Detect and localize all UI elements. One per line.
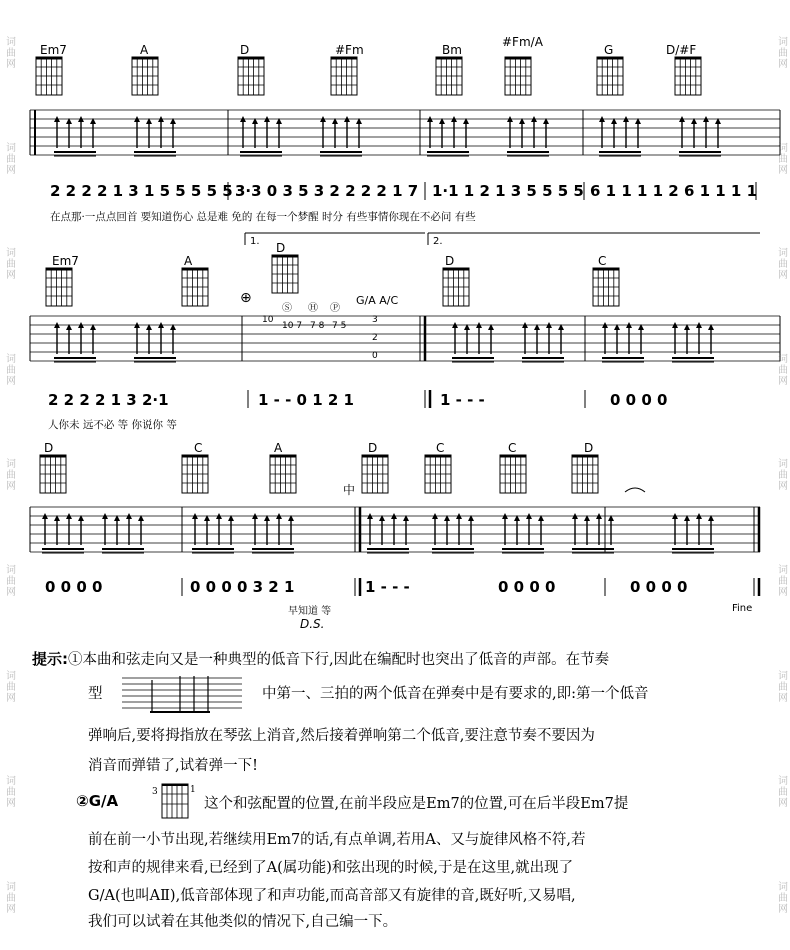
watermark-text: 词曲网 bbox=[3, 564, 15, 597]
watermark-text: 词曲网 bbox=[775, 775, 787, 809]
hint-line: 前在前一小节出现,若继续用Em7的话,有点单调,若用A、又与旋律风格不符,若 bbox=[88, 832, 586, 848]
chord-name: D bbox=[240, 43, 250, 57]
jianpu-measure: 0 0 0 0 bbox=[498, 578, 556, 596]
tab-number: 3 bbox=[372, 315, 378, 325]
tab-number: 7 5 bbox=[332, 321, 347, 331]
chord-name: Bm bbox=[442, 43, 462, 57]
chord-name: D bbox=[44, 441, 54, 455]
hint-line: 型 bbox=[88, 686, 103, 702]
volta-1: 1. bbox=[250, 236, 260, 247]
jianpu-measure: 0 0 0 0 bbox=[610, 391, 668, 409]
watermark-text: 词曲网 bbox=[3, 247, 15, 281]
chord-name: C bbox=[194, 441, 203, 455]
pull-mark: Ⓟ bbox=[330, 303, 340, 314]
lyrics-line: 在点那·一点点回首 要知道伤心 总是难 免的 在每一个梦醒 时分 有些事情你现在不必问 有些 bbox=[50, 211, 476, 223]
jianpu-measure: 2 2 2 2 1 3 2·1 bbox=[48, 391, 169, 409]
hint-line: 中第一、三拍的两个低音在弹奏中是有要求的,即:第一个低音 bbox=[262, 686, 649, 702]
hint-line: ①本曲和弦走向又是一种典型的低音下行,因此在编配时也突出了低音的声部。在节奏 bbox=[68, 652, 610, 668]
chord-name: D bbox=[445, 254, 455, 268]
chord-name: Em7 bbox=[52, 254, 79, 268]
jianpu-measure: 6 1 1 1 1 2 6 1 1 1 1 bbox=[590, 182, 758, 200]
volta-2: 2. bbox=[433, 236, 443, 247]
svg-text:1: 1 bbox=[190, 785, 196, 795]
watermark-text: 词曲网 bbox=[3, 775, 15, 809]
jianpu-measure: 1 - - 0 1 2 1 bbox=[258, 391, 354, 409]
tab-staff-3 bbox=[30, 507, 760, 552]
hint-section bbox=[0, 640, 790, 950]
watermark-text: 词曲网 bbox=[775, 36, 787, 70]
chord-name: D bbox=[584, 441, 594, 455]
hint-line: 这个和弦配置的位置,在前半段应是Em7的位置,可在后半段Em7提 bbox=[204, 796, 629, 812]
chord-name: A bbox=[184, 254, 193, 268]
system-3 bbox=[30, 441, 760, 631]
watermark-text: 词曲网 bbox=[775, 669, 787, 703]
hint-line: 弹响后,要将拇指放在琴弦上消音,然后接着弹响第二个低音,要注意节奏不要因为 bbox=[88, 728, 595, 744]
system-2 bbox=[30, 233, 780, 431]
chord-name: Em7 bbox=[40, 43, 67, 57]
watermark-text: 词曲网 bbox=[3, 669, 15, 703]
system-1 bbox=[30, 35, 780, 223]
hint-line: 消音而弹错了,试着弹一下! bbox=[88, 758, 258, 774]
watermark-text: 词曲网 bbox=[775, 458, 787, 492]
ga-chord-diagram bbox=[150, 780, 206, 822]
jianpu-measure: 1·1 1 2 1 3 5 5 5 5 bbox=[432, 182, 584, 200]
hammer-mark: Ⓗ bbox=[308, 303, 318, 314]
hint-label: 提示: bbox=[32, 650, 68, 668]
hint-line: 按和声的规律来看,已经到了A(属功能)和弦出现的时候,于是在这里,就出现了 bbox=[88, 860, 574, 876]
chord-name: D bbox=[368, 441, 378, 455]
hint-line: ②G/A bbox=[76, 792, 119, 810]
watermark-text: 词曲网 bbox=[775, 880, 787, 914]
tab-number: 7 8 bbox=[310, 321, 325, 331]
chord-name: C bbox=[508, 441, 517, 455]
chord-name: D/#F bbox=[666, 43, 697, 57]
jianpu-measure: 3·3 0 3 5 3 2 2 2 2 1 7 bbox=[235, 182, 419, 200]
watermark-text: 词曲网 bbox=[775, 564, 787, 597]
segno-mark: 中 bbox=[343, 483, 356, 497]
ds-mark: D.S. bbox=[300, 617, 325, 631]
watermark-text: 词曲网 bbox=[3, 36, 15, 70]
rhythm-pattern-diagram bbox=[122, 672, 242, 714]
fine-mark: Fine bbox=[732, 603, 753, 614]
svg-text:3: 3 bbox=[152, 787, 158, 797]
chord-name: #Fm/A bbox=[502, 35, 543, 49]
watermark-text: 词曲网 bbox=[3, 352, 15, 386]
watermark-text: 词曲网 bbox=[3, 141, 15, 175]
jianpu-measure: 1 - - - bbox=[440, 391, 485, 409]
slash-chord: G/A A/C bbox=[356, 294, 399, 307]
hint-line: G/A(也叫AⅡ),低音部体现了和声功能,而高音部又有旋律的音,既好听,又易唱, bbox=[88, 888, 576, 904]
rhythm-strokes-1 bbox=[54, 116, 721, 156]
tab-number: 0 bbox=[372, 351, 378, 361]
chord-name: C bbox=[598, 254, 607, 268]
tab-number: 2 bbox=[372, 333, 378, 343]
tab-staff-1 bbox=[30, 110, 780, 155]
jianpu-measure: 1 - - - bbox=[365, 578, 410, 596]
lyrics-line: 早知道 等 bbox=[288, 606, 332, 617]
watermark-text: 词曲网 bbox=[775, 247, 787, 281]
watermark-text: 词曲网 bbox=[3, 880, 15, 914]
tab-number: 10 bbox=[262, 315, 274, 325]
chord-name: #Fm bbox=[335, 43, 364, 57]
tab-number: 10 7 bbox=[282, 321, 303, 331]
jianpu-measure: 0 0 0 0 bbox=[630, 578, 688, 596]
tab-staff-2 bbox=[30, 316, 780, 361]
jianpu-measure: 2 2 2 2 1 3 1 5 5 5 5 5 bbox=[50, 182, 233, 200]
lyrics-line: 人你未 远不必 等 你说你 等 bbox=[48, 419, 177, 431]
chord-name: D bbox=[276, 241, 286, 255]
chord-diagrams-row-1 bbox=[36, 57, 701, 95]
chord-name: A bbox=[140, 43, 149, 57]
slide-mark: Ⓢ bbox=[282, 303, 292, 314]
chord-name: A bbox=[274, 441, 283, 455]
jianpu-measure: 0 0 0 0 bbox=[45, 578, 103, 596]
watermark-text: 词曲网 bbox=[3, 458, 15, 492]
coda-icon: ⊕ bbox=[240, 290, 252, 306]
hint-line: 我们可以试着在其他类似的情况下,自己编一下。 bbox=[88, 914, 398, 930]
chord-name: C bbox=[436, 441, 445, 455]
jianpu-measure: 0 0 0 0 3 2 1 bbox=[190, 578, 295, 596]
watermark-text: 词曲网 bbox=[775, 352, 787, 386]
watermark-text: 词曲网 bbox=[775, 141, 787, 175]
chord-name: G bbox=[604, 43, 614, 57]
